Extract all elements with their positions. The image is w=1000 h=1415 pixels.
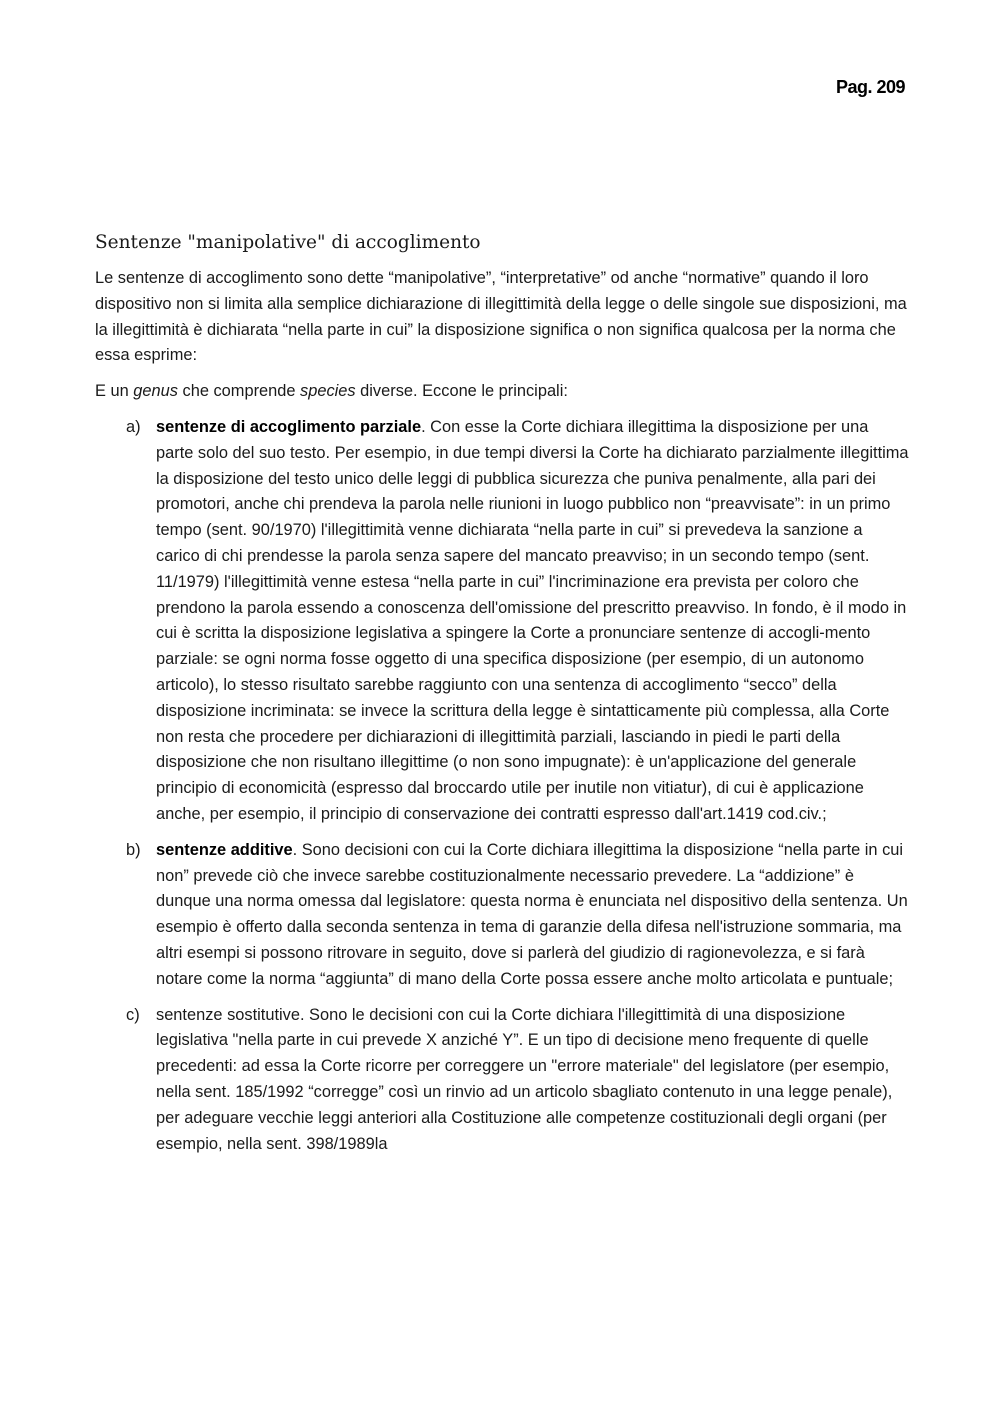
- list-item-term: sentenze additive: [156, 840, 293, 859]
- list-item: [95, 415, 910, 828]
- species-term: species: [300, 382, 356, 401]
- list-marker: b): [126, 840, 141, 859]
- section-title: Sentenze "manipolative" di accoglimento: [95, 232, 481, 253]
- document-body: [95, 228, 910, 1167]
- genus-term: genus: [133, 382, 178, 401]
- page-number: Pag. 209: [835, 77, 905, 97]
- list-item-text: sentenze sostitutive. Sono le decisioni con cui la Corte dichiara l'illegittimità di una disposizione legislativa "nella parte in cui prevede X anziché Y”. E un tipo di decisione meno frequente di quelle precedenti: ad essa la Corte ricorre per correggere un "errore materiale" del legislatore (per esempio, nella sent. 185/1992 “corregge” così un rinvio ad un articolo sbagliato contenuto in una legge penale), per adeguare vecchie leggi anteriori alla Costituzione alle competenze costituzionali degli organi (per esempio, nella sent. 398/1989la: [156, 1005, 893, 1153]
- list-item-text: sentenze additive. Sono decisioni con cui la Corte dichiara illegittima la disposizione “nella parte in cui non” prevede ciò che invece sarebbe costituzionalmente necessario prevedere. La “addizione” è dunque una norma omessa dal legislatore: questa norma è enunciata nel dispositivo della sentenza. Un esempio è offerto dalla seconda sentenza in tema di garanzie della difesa nell'istruzione sommaria, ma altri esempi si possono ritrovare in seguito, dove si parlerà del giudizio di ragionevolezza, e si farà notare come la norma “aggiunta” di mano della Corte possa essere anche molto articolata e puntuale;: [156, 840, 908, 988]
- list-marker: a): [126, 417, 141, 436]
- intro-paragraph: Le sentenze di accoglimento sono dette “manipolative”, “interpretative” od anche “normative” quando il loro dispositivo non si limita alla semplice dichiarazione di illegittimità della legge o delle singole sue disposizioni, ma la illegittimità è dichiarata “nella parte in cui” la disposizione significa o non significa qualcosa per la norma che essa esprime:: [95, 269, 907, 365]
- genus-paragraph: E un genus che comprende species diverse. Eccone le principali:: [95, 382, 568, 401]
- list-item: [95, 838, 910, 993]
- list-item: [95, 1003, 910, 1158]
- list-marker: c): [126, 1005, 140, 1024]
- list-item-text: sentenze di accoglimento parziale. Con esse la Corte dichiara illegittima la disposizione per una parte solo del suo testo. Per esempio, in due tempi diversi la Corte ha dichiarato parzialmente illegittima la disposizione del testo unico delle leggi di pubblica sicurezza che puniva penalmente, alla pari dei promotori, anche chi prendeva la parola nelle riunioni in luogo pubblico non “preavvisate”: in un primo tempo (sent. 90/1970) l'illegittimità venne dichiarata “nella parte in cui” si prevedeva la sanzione a carico di chi prendesse la parola senza sapere del mancato preavviso; in un secondo tempo (sent. 11/1979) l'illegittimità venne estesa “nella parte in cui” l'incriminazione era prevista per coloro che prendono la parola essendo a conoscenza dell'omissione del prescritto preavviso. In fondo, è il modo in cui è scritta la disposizione legislativa a spingere la Corte a pronunciare sentenze di accogli-mento parziale: se ogni norma fosse oggetto di una specifica disposizione (per esempio, di un autonomo articolo), lo stesso risultato sarebbe raggiunto con una sentenza di accoglimento “secco” della disposizione incriminata: se invece la scrittura della legge è sintatticamente più complessa, alla Corte non resta che procedere per dichiarazioni di illegittimità parziali, lasciando in piedi le parti della disposizione che non risultano illegittime (o non sono impugnate): è un'applicazione del generale principio di economicità (espresso dal broccardo utile per inutile non vitiatur), di cui è applicazione anche, per esempio, il principio di conservazione dei contratti espresso dall'art.1419 cod.civ.;: [156, 417, 909, 823]
- list-item-term: sentenze di accoglimento parziale: [156, 417, 422, 436]
- types-list: [95, 415, 910, 1157]
